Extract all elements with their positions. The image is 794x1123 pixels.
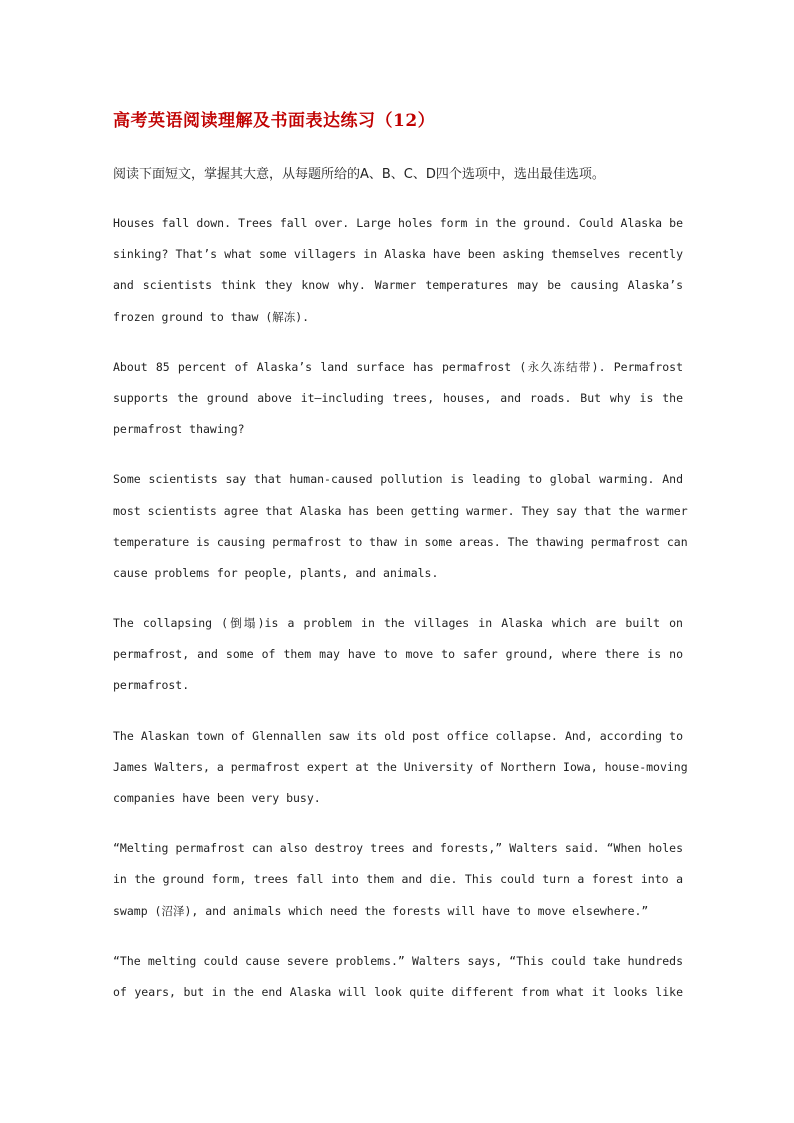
paragraph (113, 611, 683, 705)
paragraph (113, 949, 683, 1011)
document-title: 高考英语阅读理解及书面表达练习（12） (113, 111, 436, 131)
paragraph-line: cause problems for people, plants, and animals. (113, 565, 439, 580)
paragraph-line: and scientists think they know why. Warmer temperatures may be causing Alaska’s (113, 278, 683, 293)
paragraph (113, 355, 683, 449)
article-body (113, 211, 688, 1030)
paragraph-line: of years, but in the end Alaska will look quite different from what it looks like (113, 984, 683, 999)
paragraph-line: in the ground form, trees fall into them and die. This could turn a forest into a (113, 872, 683, 887)
paragraph-line: “The melting could cause severe problems.” Walters says, “This could take hundreds (113, 953, 683, 968)
paragraph-line: frozen ground to thaw (解冻). (113, 309, 310, 324)
instruction-text: 阅读下面短文，掌握其大意，从每题所给的A、B、C、D四个选项中，选出最佳选项。 (113, 167, 605, 182)
paragraph-line: permafrost, and some of them may have to move to safer ground, where there is no (113, 647, 683, 662)
paragraph-line: most scientists agree that Alaska has been getting warmer. They say that the warmer (113, 503, 688, 518)
paragraph (113, 467, 688, 592)
paragraph-line: permafrost. (113, 678, 190, 693)
paragraph-line: The collapsing (倒塌)is a problem in the villages in Alaska which are built on (113, 616, 683, 631)
paragraph-line: permafrost thawing? (113, 422, 245, 437)
paragraph-line: “Melting permafrost can also destroy trees and forests,” Walters said. “When holes (113, 841, 683, 856)
paragraph-line: temperature is causing permafrost to thaw in some areas. The thawing permafrost can (113, 534, 688, 549)
paragraph (113, 836, 683, 930)
paragraph-line: sinking? That’s what some villagers in Alaska have been asking themselves recently (113, 247, 683, 262)
paragraph-line: About 85 percent of Alaska’s land surface has permafrost (永久冻结带). Permafrost (113, 359, 683, 374)
paragraph-line: The Alaskan town of Glennallen saw its old post office collapse. And, according to (113, 728, 683, 743)
paragraph (113, 211, 683, 336)
paragraph-line: James Walters, a permafrost expert at the University of Northern Iowa, house-moving (113, 759, 688, 774)
paragraph-line: supports the ground above it—including trees, houses, and roads. But why is the (113, 390, 683, 405)
paragraph-line: swamp (沼泽), and animals which need the forests will have to move elsewhere.” (113, 903, 649, 918)
paragraph-line: Houses fall down. Trees fall over. Large holes form in the ground. Could Alaska be (113, 216, 683, 230)
paragraph-line: Some scientists say that human-caused pollution is leading to global warming. And (113, 472, 683, 487)
paragraph (113, 724, 688, 818)
paragraph-line: companies have been very busy. (113, 791, 321, 805)
